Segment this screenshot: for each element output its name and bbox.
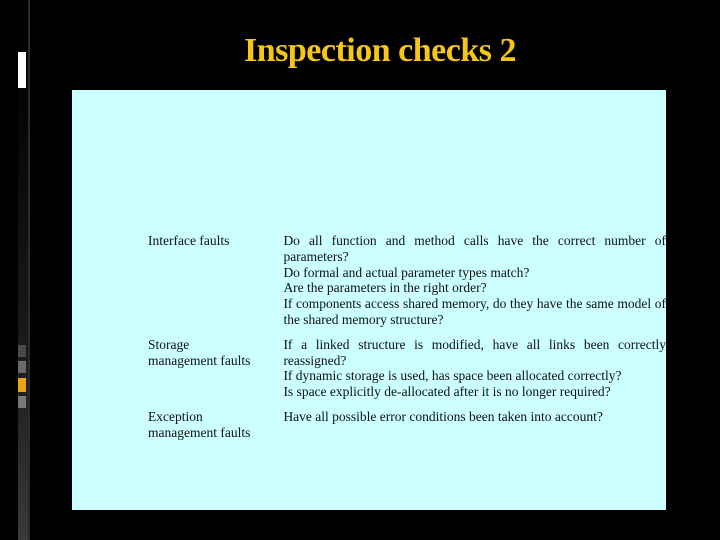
check-question: Do formal and actual parameter types match? [283,264,530,280]
accent-bar-grey [18,361,26,373]
category-label: management faults [148,352,251,368]
check-category [148,337,283,409]
check-question: If dynamic storage is used, has space been allocated correctly? [283,368,622,384]
accent-bar-grey [18,396,26,408]
check-question: Do all function and method calls have the correct number of parameters? [283,233,666,264]
left-rule [28,0,30,540]
category-label: Storage [148,336,190,352]
check-question: Have all possible error conditions been taken into account? [283,408,603,424]
check-group-storage [148,337,666,409]
check-group-interface [148,233,666,337]
check-question: If components access shared memory, do they have the same model of the shared memory structure? [283,296,666,327]
content-panel [72,90,666,510]
inspection-checks-table [148,233,666,441]
check-category [148,233,283,337]
check-question: Are the parameters in the right order? [283,280,487,296]
category-label: Exception [148,408,203,424]
accent-bar-grey [18,345,26,357]
check-question: Is space explicitly de-allocated after it is no longer required? [283,384,611,400]
slide-title: Inspection checks 2 [244,32,516,69]
check-questions [283,409,666,441]
check-group-exception [148,409,666,441]
check-question: If a linked structure is modified, have all links been correctly reassigned? [283,336,666,368]
category-label: Interface faults [148,233,230,248]
category-label: management faults [148,424,251,440]
check-category [148,409,283,441]
check-questions [283,233,666,337]
accent-bar-orange [18,378,26,392]
check-questions [283,337,666,409]
left-decorative-strip [18,52,28,540]
